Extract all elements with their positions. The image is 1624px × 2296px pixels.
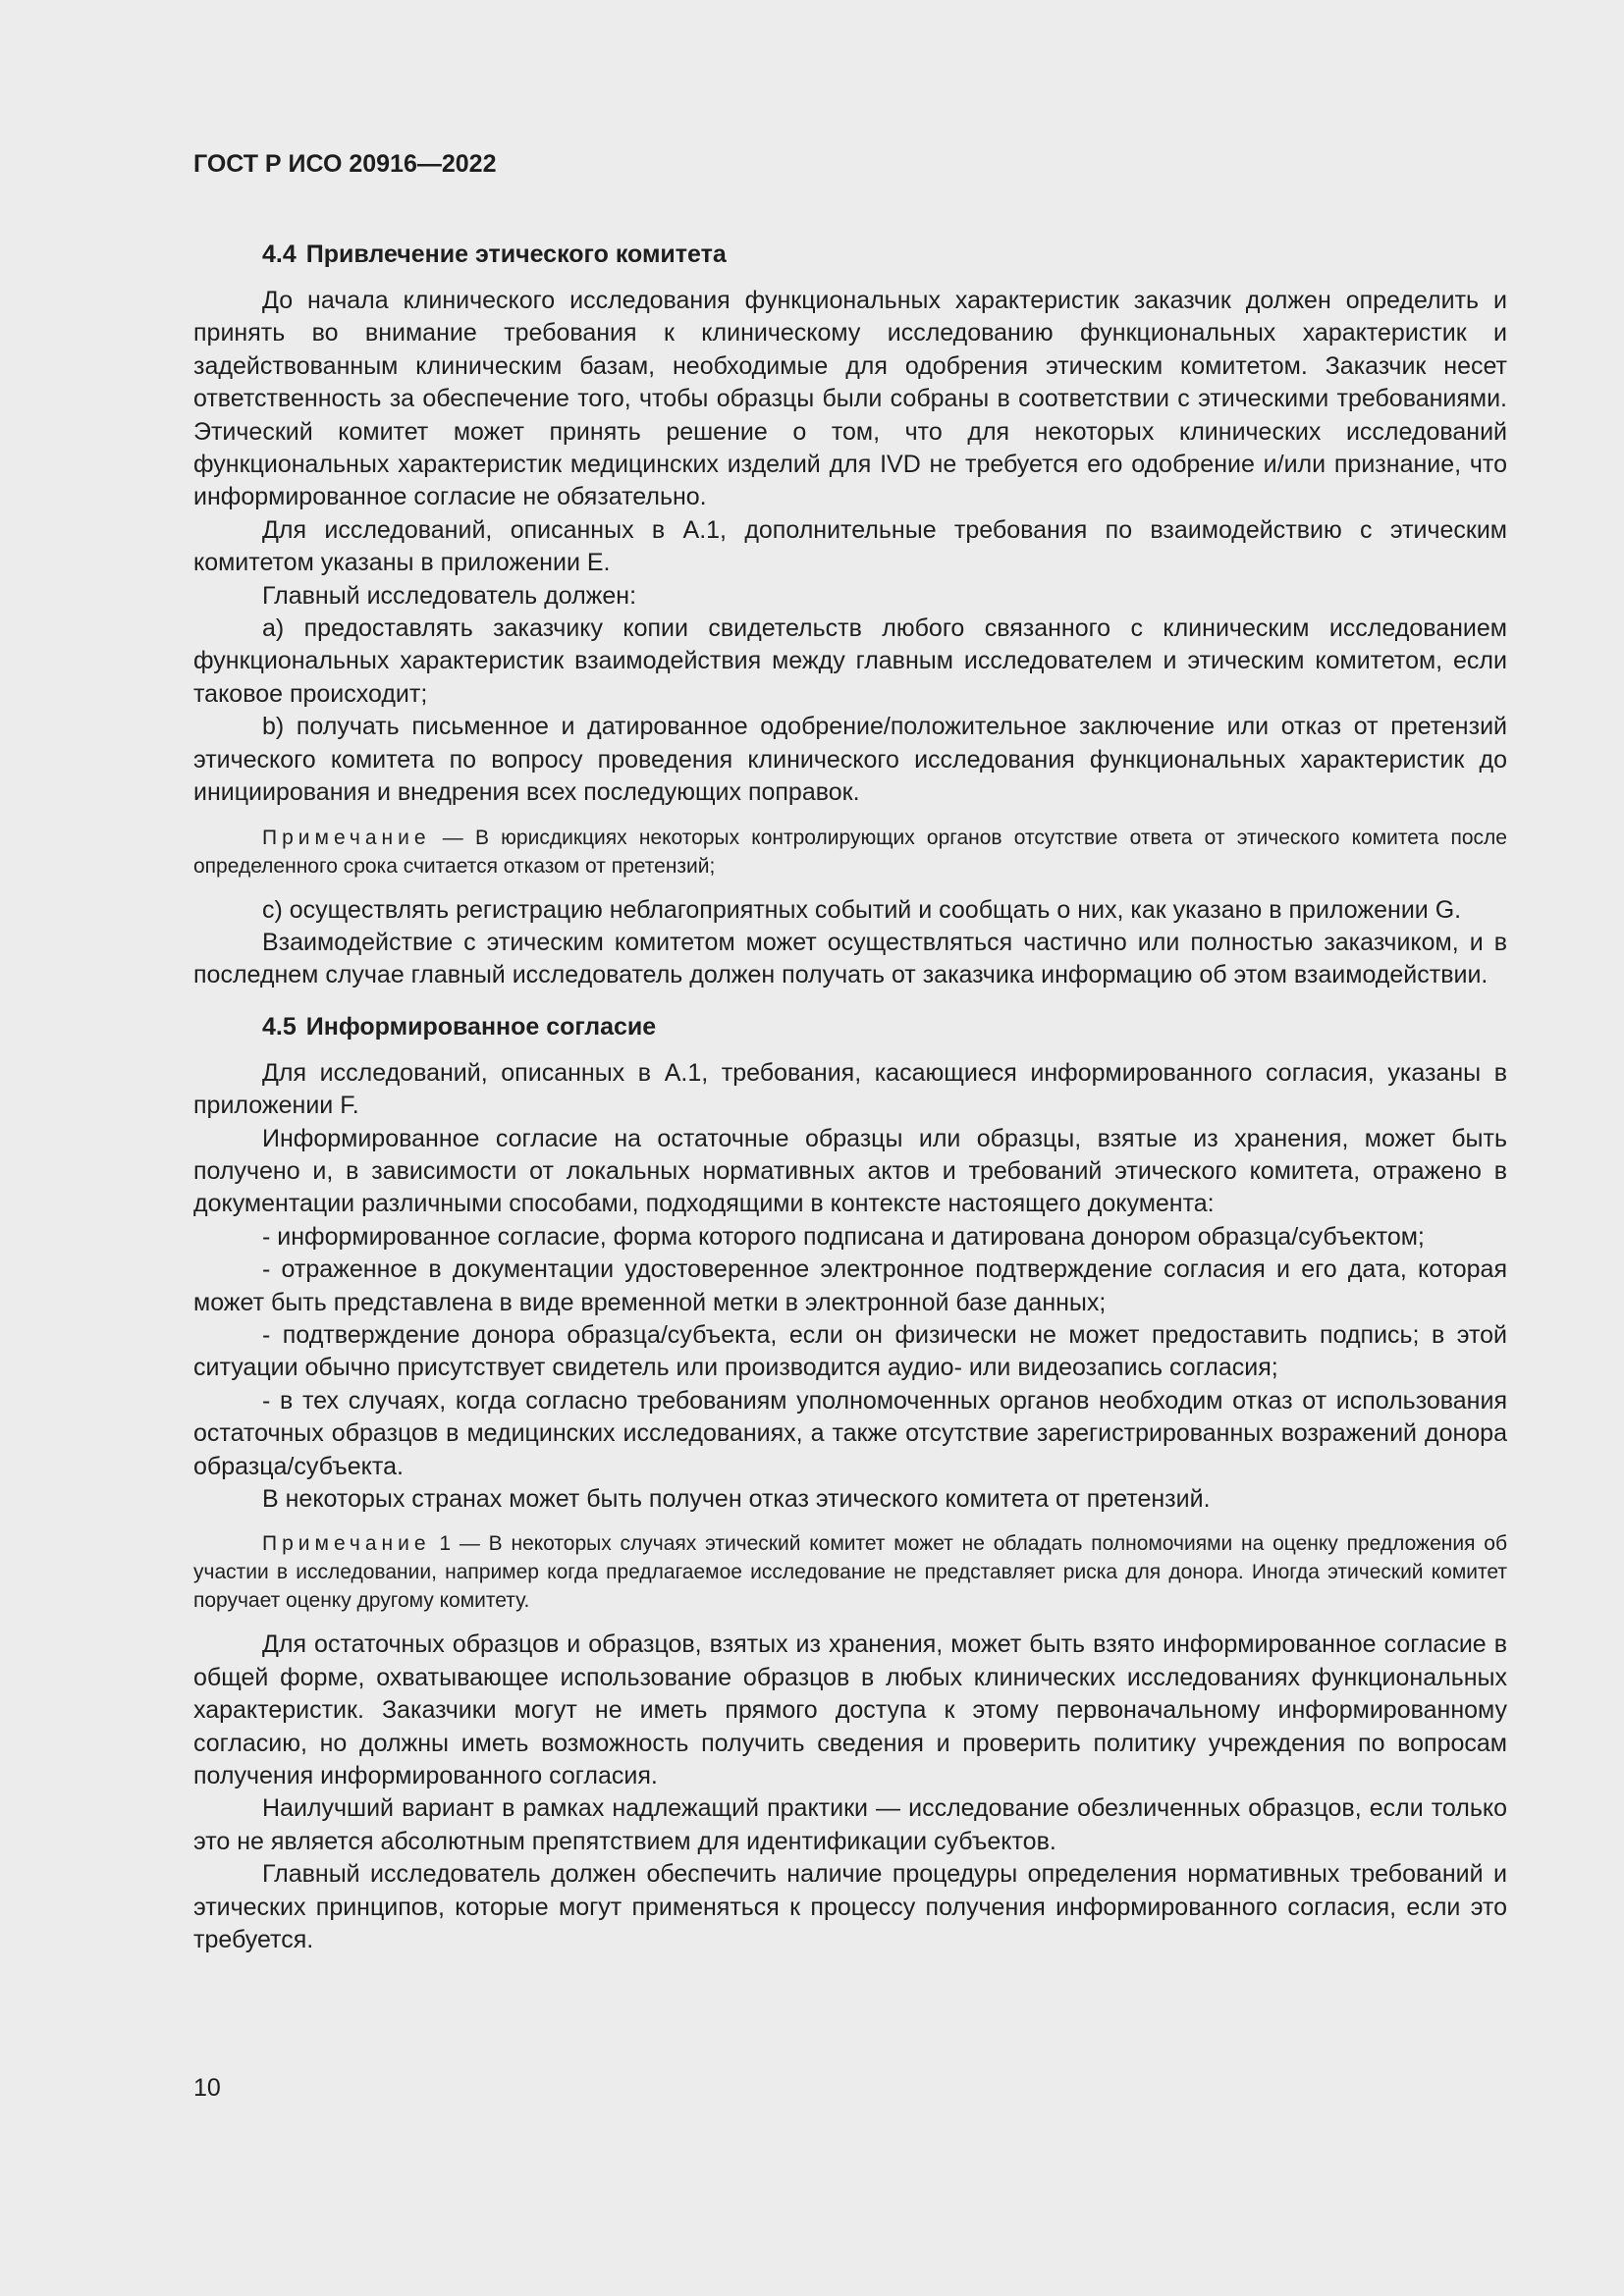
section-4-4-heading (193, 238, 1507, 271)
note-label: Примечание (262, 1532, 431, 1556)
bullet-item: - информированное согласие, форма которого подписана и датирована донором образца/субъектом; (262, 1222, 1425, 1251)
document-page (193, 147, 1507, 1956)
paragraph: До начала клинического исследования функциональных характеристик заказчик должен определить и принять во внимание требования к клиническому исследованию функциональных характеристик и задействованным клиническим базам, необходимые для одобрения этическим комитетом. Заказчик несет ответственность за обеспечение того, чтобы образцы были собраны в соответствии с этическими требованиями. Этический комитет может принять решение о том, что для некоторых клинических исследований функциональных характеристик медицинских изделий для IVD не требуется его одобрение и/или признание, что информированное согласие не обязательно. (193, 287, 1507, 511)
note (193, 824, 1507, 881)
note-text: 1 — В некоторых случаях этический комитет может не обладать полномочиями на оценку предложения об участии в исследовании, например когда предлагаемое исследование не представляет риска для донора. Иногда этический комитет поручает оценку другому комитету. (193, 1532, 1507, 1613)
section-title: Информированное согласие (305, 1012, 657, 1041)
list-item: a) предоставлять заказчику копии свидетельств любого связанного с клиническим исследованием функциональных характеристик взаимодействия между главным исследователем и этическим комитетом, если таковое происходит; (193, 614, 1507, 708)
note-label: Примечание (262, 826, 431, 849)
paragraph: В некоторых странах может быть получен отказ этического комитета от претензий. (262, 1485, 1211, 1513)
paragraph: Для исследований, описанных в А.1, дополнительные требования по взаимодействию с этическим комитетом указаны в приложении Е. (193, 515, 1507, 577)
list-item: c) осуществлять регистрацию неблагоприятных событий и сообщать о них, как указано в приложении G. (262, 895, 1462, 924)
note-text: — В юрисдикциях некоторых контролирующих органов отсутствие ответа от этического комитета после определенного срока считается отказом от претензий; (193, 826, 1507, 878)
paragraph: Главный исследователь должен: (262, 581, 637, 610)
bullet-item: - в тех случаях, когда согласно требованиям уполномоченных органов необходим отказ от использования остаточных образцов в медицинских исследованиях, а также отсутствие зарегистрированных возражений донора образца/субъекта. (193, 1386, 1507, 1480)
list-item: b) получать письменное и датированное одобрение/положительное заключение или отказ от претензий этического комитета по вопросу проведения клинического исследования функциональных характеристик до инициирования и внедрения всех последующих поправок. (193, 713, 1507, 807)
section-4-5-heading (193, 1010, 1507, 1043)
paragraph: Взаимодействие с этическим комитетом может осуществляться частично или полностью заказчиком, и в последнем случае главный исследователь должен получать от заказчика информацию об этом взаимодействии. (193, 928, 1507, 989)
paragraph: Информированное согласие на остаточные образцы или образцы, взятые из хранения, может быть получено и, в зависимости от локальных нормативных актов и требований этического комитета, отражено в документации различными способами, подходящими в контексте настоящего документа: (193, 1124, 1507, 1218)
bullet-item: - отраженное в документации удостоверенное электронное подтверждение согласия и его дата, которая может быть представлена в виде временной метки в электронной базе данных; (193, 1255, 1507, 1316)
paragraph: Наилучший вариант в рамках надлежащий практики — исследование обезличенных образцов, если только это не является абсолютным препятствием для идентификации субъектов. (193, 1794, 1507, 1855)
paragraph: Для исследований, описанных в А.1, требования, касающиеся информированного согласия, указаны в приложении F. (193, 1058, 1507, 1120)
section-number: 4.5 (262, 1012, 297, 1041)
bullet-item: - подтверждение донора образца/субъекта, если он физически не может предоставить подпись; в этой ситуации обычно присутствует свидетель или производится аудио- или видеозапись согласия; (193, 1320, 1507, 1382)
page-number: 10 (193, 2074, 221, 2102)
section-number: 4.4 (262, 240, 297, 268)
paragraph: Для остаточных образцов и образцов, взятых из хранения, может быть взято информированное согласие в общей форме, охватывающее использование образцов в любых клинических исследованиях функциональных характеристик. Заказчики могут не иметь прямого доступа к этому первоначальному информированному согласию, но должны иметь возможность получить сведения и проверить политику учреждения по вопросам получения информированного согласия. (193, 1630, 1507, 1790)
note (193, 1529, 1507, 1615)
paragraph: Главный исследователь должен обеспечить наличие процедуры определения нормативных требований и этических принципов, которые могут применяться к процессу получения информированного согласия, если это требуется. (193, 1860, 1507, 1954)
section-title: Привлечение этического комитета (305, 240, 727, 268)
document-header: ГОСТ Р ИСО 20916—2022 (193, 150, 497, 178)
